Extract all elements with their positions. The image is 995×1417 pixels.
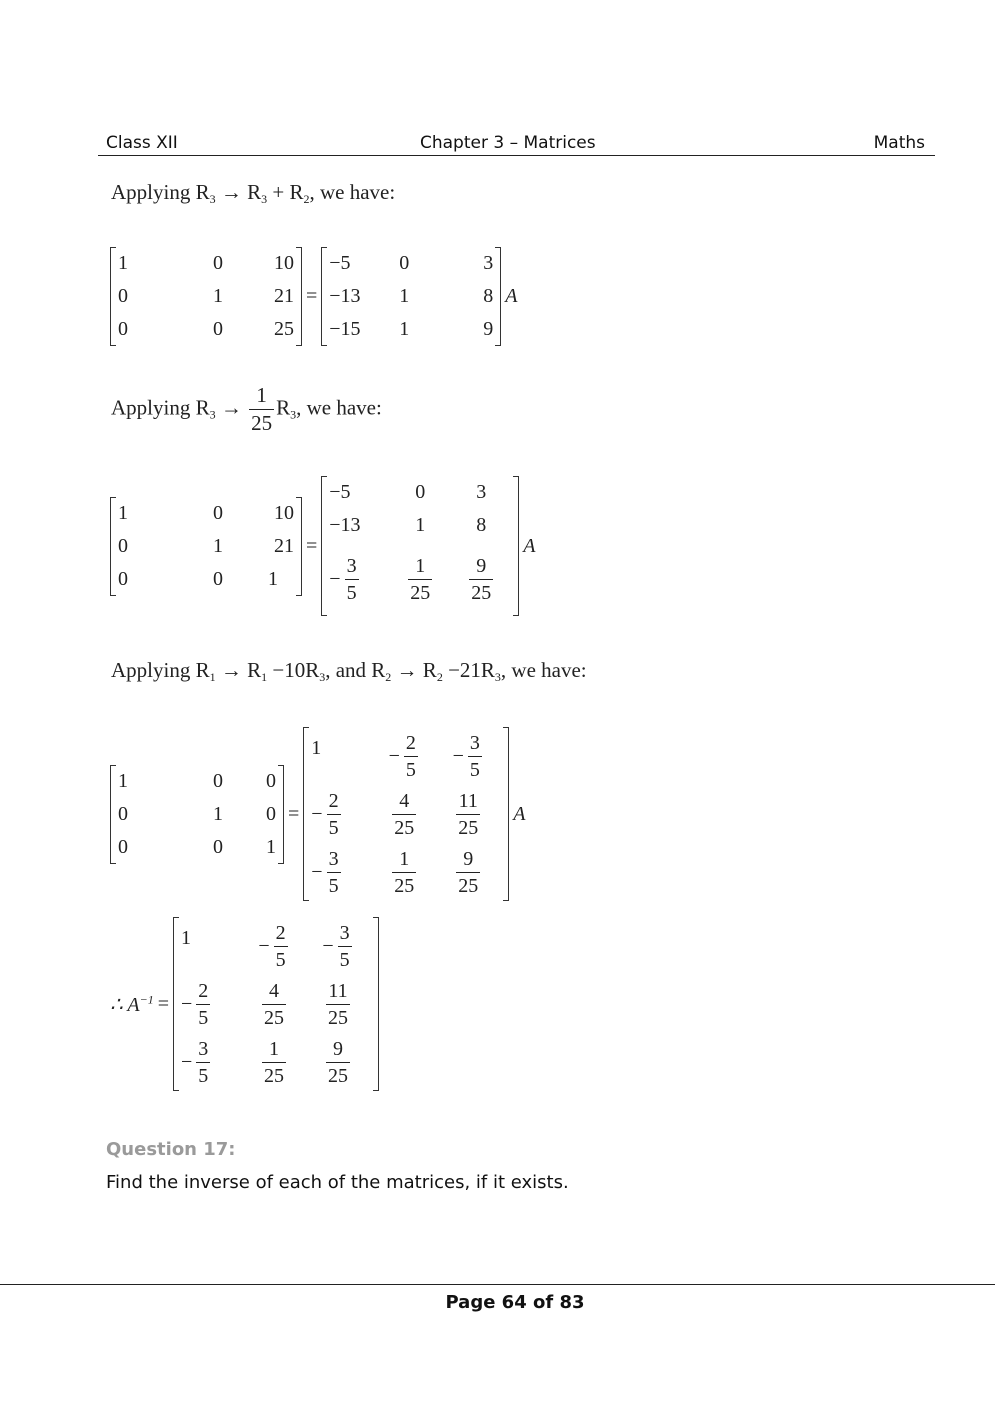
matrix-3-left: 1 0 0 0 1 0 0 0 1 [110,765,284,864]
page-header [98,133,935,156]
matrix-3-right: 1 − $\frac{2}{5}$ − $\frac{3}{5}$ − $\frac{2}{5}$ $\frac{4}{25}$ $\frac{11}{25}$ − $\frac{3}{5}$ $\frac{1}{25}$ $\frac{9}{25}$ [303,727,509,901]
matrix-A-label: A [523,534,536,557]
step1-text: Applying $R_3 \to R_3 + R_2$, we have: [111,180,396,206]
question-title: Question 17: [106,1139,236,1160]
question-text: Find the inverse of each of the matrices, if it exists. [106,1172,569,1193]
therefore-A-inverse: ∴ $A^{-1}$ [110,991,154,1016]
chapter-title: Chapter 3 – Matrices [420,133,596,153]
inverse-matrix: 1 − $\frac{2}{5}$ − $\frac{3}{5}$ − $\frac{2}{5}$ $\frac{4}{25}$ $\frac{11}{25}$ − $\frac{3}{5}$ $\frac{1}{25}$ $\frac{9}{25}$ [173,917,379,1091]
matrix-1-left: 1 0 10 0 1 21 0 0 25 [110,247,302,346]
matrix-2-left: 1 0 10 0 1 21 0 0 1 [110,497,302,596]
class-label: Class XII [106,133,178,153]
matrix-A-label: A [513,802,526,825]
equals-sign: = [306,285,318,307]
equals-sign: = [157,992,169,1015]
equals-sign: = [288,802,300,825]
equals-sign: = [306,534,318,557]
footer-divider [0,1284,995,1285]
page-number: Page 64 of 83 [445,1292,585,1313]
matrix-2-right: −5 0 3 −13 1 8 − $\frac{3}{5}$ $\frac{1}{25}$ $\frac{9}{25}$ [321,476,519,616]
equation-1 [110,247,522,346]
equation-3 [110,727,530,901]
matrix-1-right: −5 0 3 −13 1 8 −15 1 9 [321,247,501,346]
matrix-A-label: A [505,285,518,307]
equation-2 [110,476,540,616]
step3-text: Applying $R_1 \to R_1 -10R_3$, and $R_2 \to R_2 -21R_3$, we have: [111,658,587,684]
inverse-result [110,917,379,1091]
subject-label: Maths [873,133,925,153]
step2-text: Applying $R_3$ → $\frac{1}{25}$ $R_3$, we have: [111,383,382,435]
